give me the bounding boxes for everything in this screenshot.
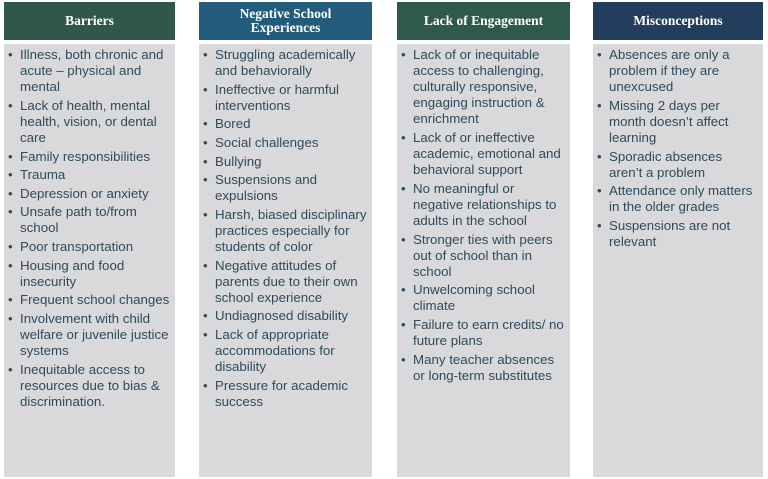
list-item: • Family responsibilities bbox=[4, 149, 171, 165]
list-item: • Inequitable access to resources due to bias & discrimination. bbox=[4, 362, 171, 410]
list-item: • Lack of appropriate accommodations for disability bbox=[199, 327, 368, 375]
list-item: • Depression or anxiety bbox=[4, 186, 171, 202]
list-item: • Frequent school changes bbox=[4, 292, 171, 308]
column-header: Negative School Experiences bbox=[199, 2, 372, 40]
list-item: • Bored bbox=[199, 116, 368, 132]
list-item: • Ineffective or harmful interventions bbox=[199, 82, 368, 114]
list-item: • Unsafe path to/from school bbox=[4, 204, 171, 236]
list-item: • Lack of or ineffective academic, emotional and behavioral support bbox=[397, 130, 566, 178]
column-negative-school-experiences bbox=[199, 2, 372, 477]
list-item: • Negative attitudes of parents due to their own school experience bbox=[199, 258, 368, 306]
column-header: Barriers bbox=[4, 2, 175, 40]
list-item: • Poor transportation bbox=[4, 239, 171, 255]
list-item: • No meaningful or negative relationships to adults in the school bbox=[397, 181, 566, 229]
list-item: • Lack of or inequitable access to challenging, culturally responsive, engaging instruction & enrichment bbox=[397, 47, 566, 127]
list-item: • Sporadic absences aren’t a problem bbox=[593, 149, 759, 181]
list-item: • Pressure for academic success bbox=[199, 378, 368, 410]
list-item: • Stronger ties with peers out of school than in school bbox=[397, 232, 566, 280]
column-header: Lack of Engagement bbox=[397, 2, 570, 40]
list-item: • Suspensions are not relevant bbox=[593, 218, 759, 250]
column-barriers bbox=[4, 2, 175, 477]
column-body bbox=[199, 44, 372, 477]
list-item: • Harsh, biased disciplinary practices especially for students of color bbox=[199, 207, 368, 255]
column-body bbox=[4, 44, 175, 477]
list-item: • Bullying bbox=[199, 154, 368, 170]
list-item: • Struggling academically and behaviorally bbox=[199, 47, 368, 79]
column-body bbox=[593, 44, 763, 477]
list-item: • Trauma bbox=[4, 167, 171, 183]
column-lack-of-engagement bbox=[397, 2, 570, 477]
list-item: • Suspensions and expulsions bbox=[199, 172, 368, 204]
list-item: • Involvement with child welfare or juvenile justice systems bbox=[4, 311, 171, 359]
list-item: • Attendance only matters in the older grades bbox=[593, 183, 759, 215]
list-item: • Undiagnosed disability bbox=[199, 308, 368, 324]
list-item: • Housing and food insecurity bbox=[4, 258, 171, 290]
list-item: • Failure to earn credits/ no future plans bbox=[397, 317, 566, 349]
list-item: • Lack of health, mental health, vision, or dental care bbox=[4, 98, 171, 146]
column-header: Misconceptions bbox=[593, 2, 763, 40]
list-item: • Unwelcoming school climate bbox=[397, 282, 566, 314]
column-body bbox=[397, 44, 570, 477]
column-misconceptions bbox=[593, 2, 763, 477]
list-item: • Missing 2 days per month doesn’t affect learning bbox=[593, 98, 759, 146]
list-item: • Illness, both chronic and acute – physical and mental bbox=[4, 47, 171, 95]
list-item: • Social challenges bbox=[199, 135, 368, 151]
list-item: • Many teacher absences or long-term substitutes bbox=[397, 352, 566, 384]
list-item: • Absences are only a problem if they are unexcused bbox=[593, 47, 759, 95]
